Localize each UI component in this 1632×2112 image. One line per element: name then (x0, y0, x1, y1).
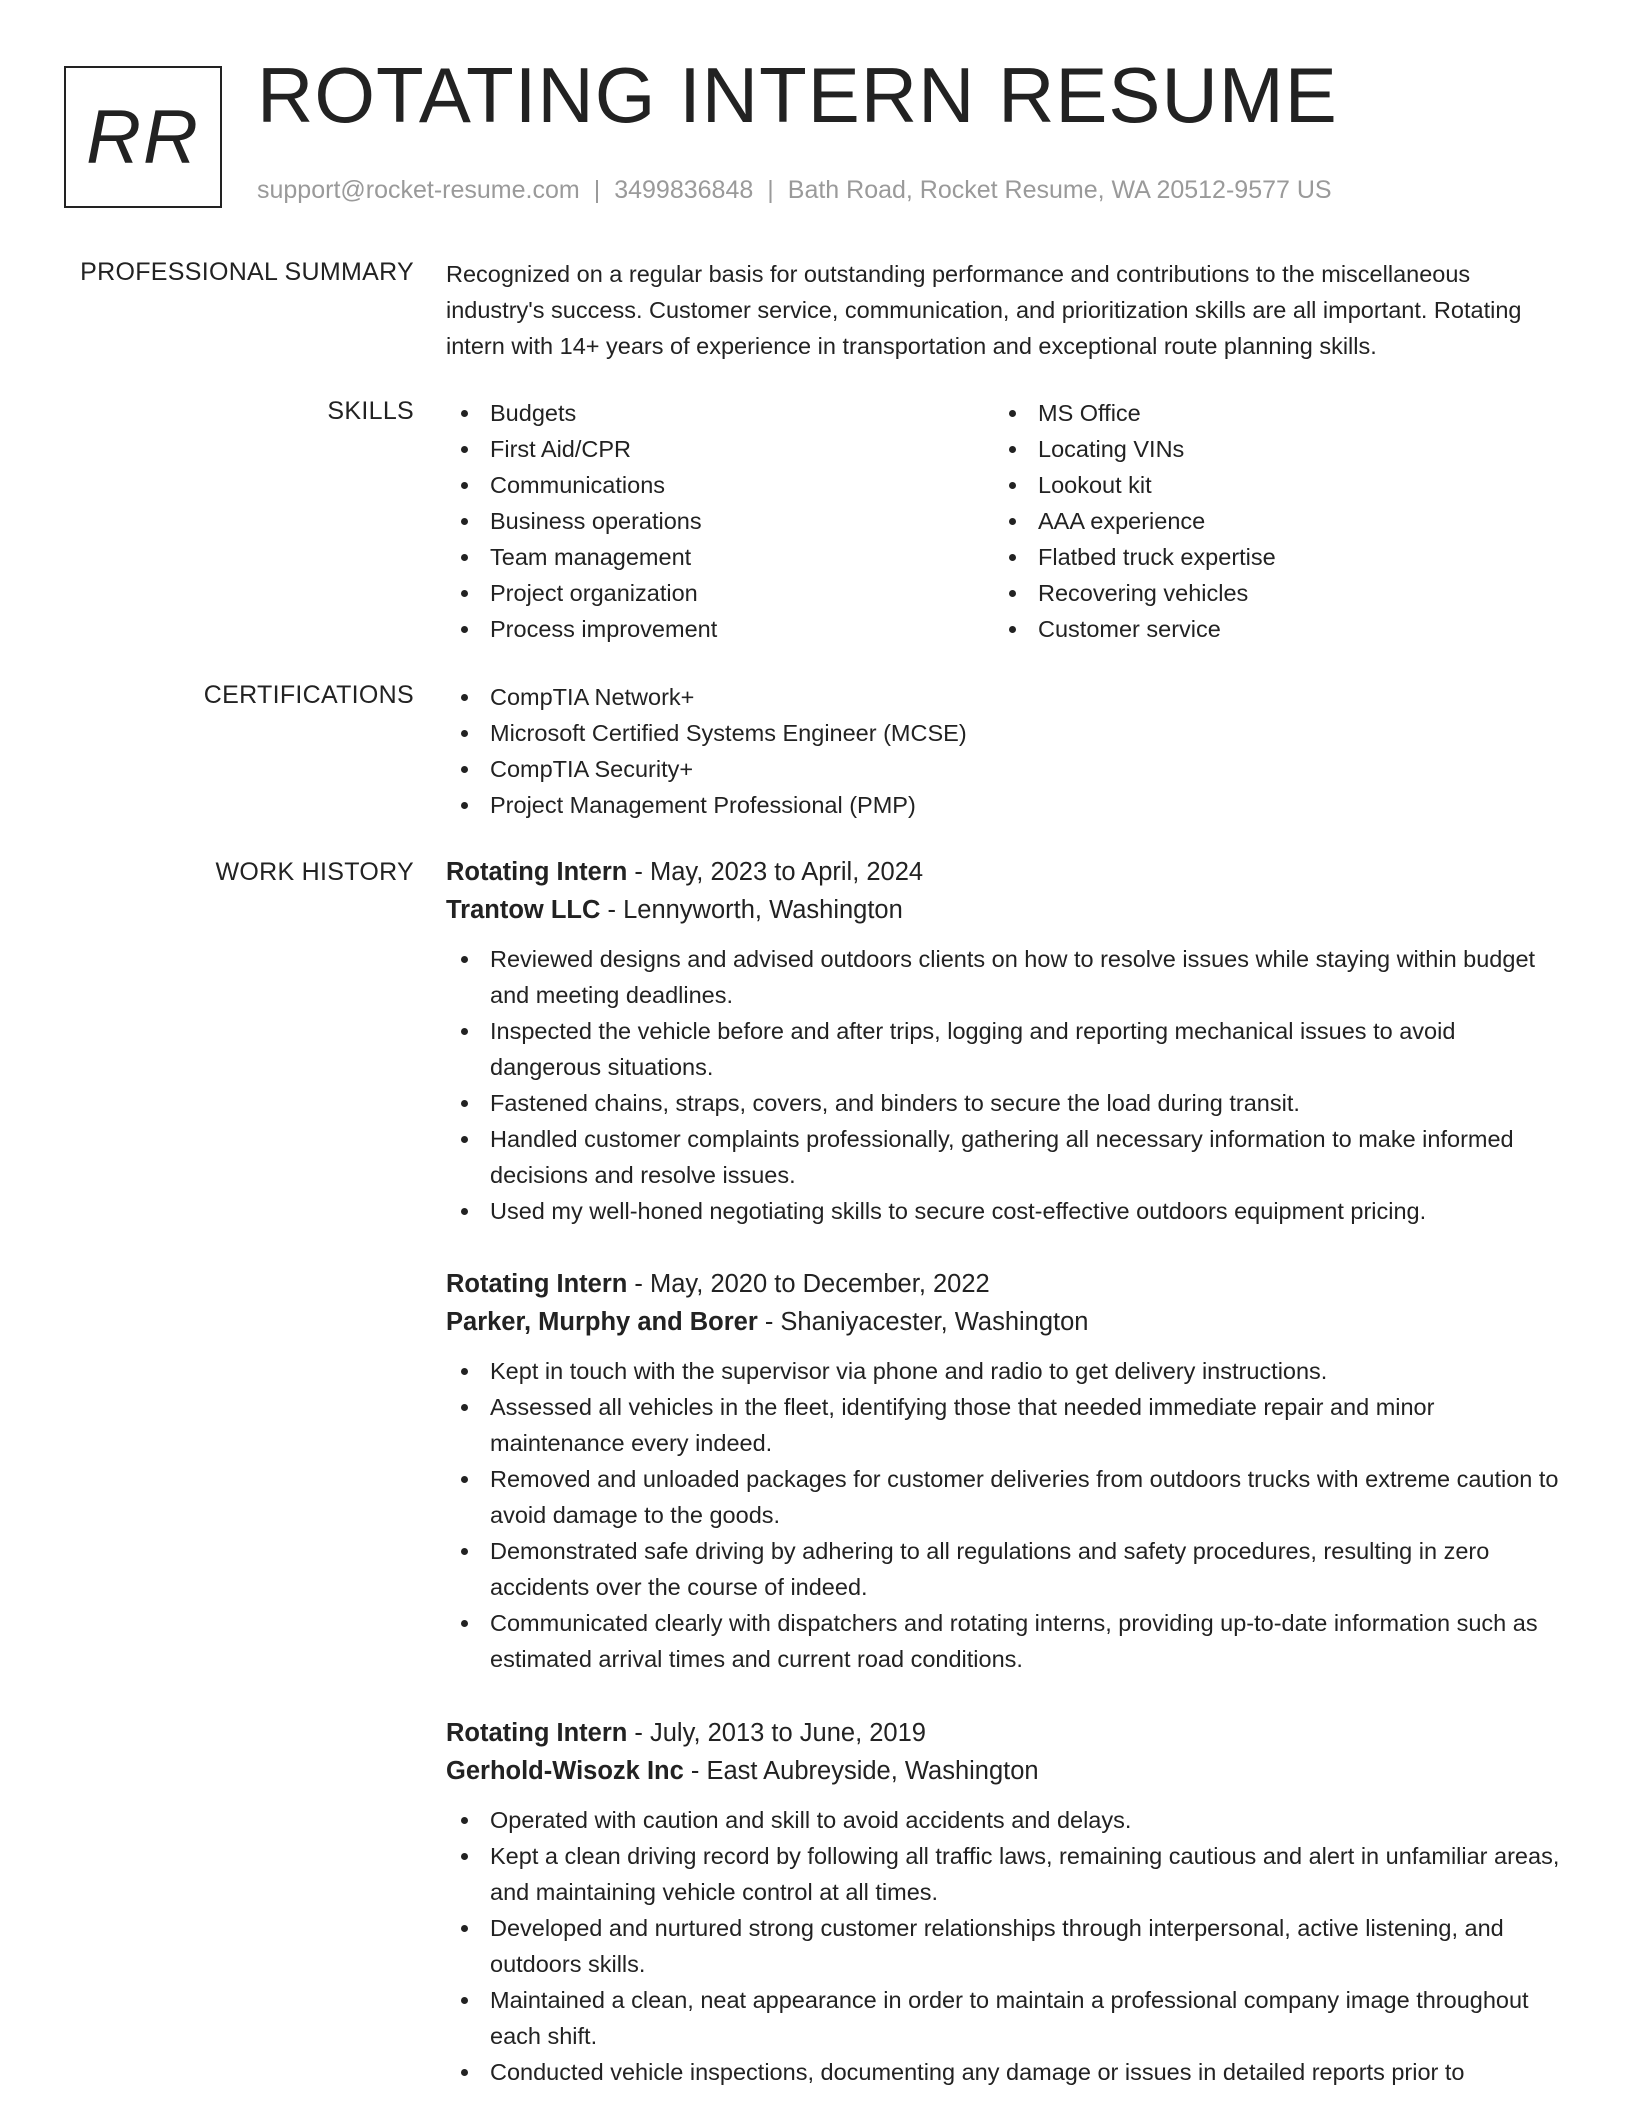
skills-section (446, 395, 1571, 647)
section-label-skills: SKILLS (327, 397, 414, 425)
monogram-text: RR (86, 94, 200, 180)
job-bullet: Operated with caution and skill to avoid accidents and delays. (446, 1802, 1571, 1838)
skill-item: Customer service (994, 611, 1542, 647)
job-bullet: Kept in touch with the supervisor via phone and radio to get delivery instructions. (446, 1353, 1571, 1389)
certification-item: Project Management Professional (PMP) (446, 787, 1571, 823)
job-dates: - May, 2023 to April, 2024 (627, 858, 924, 886)
skill-item: Project organization (446, 575, 994, 611)
skill-item: Flatbed truck expertise (994, 539, 1542, 575)
job-title-line (446, 1714, 1571, 1752)
job-dates: - July, 2013 to June, 2019 (627, 1719, 926, 1747)
job-company-line (446, 1752, 1571, 1790)
job-location: - Lennyworth, Washington (600, 896, 903, 924)
skill-item: Budgets (446, 395, 994, 431)
skill-item: Process improvement (446, 611, 994, 647)
skills-column-right (994, 395, 1542, 647)
certification-item: Microsoft Certified Systems Engineer (MCSE) (446, 715, 1571, 751)
skill-item: MS Office (994, 395, 1542, 431)
job-bullet: Reviewed designs and advised outdoors clients on how to resolve issues while staying within budget and meeting deadlines. (446, 941, 1571, 1013)
contact-line (257, 176, 1332, 205)
job-entry (446, 1714, 1571, 2090)
contact-email: support@rocket-resume.com (257, 176, 580, 204)
certification-item: CompTIA Network+ (446, 679, 1571, 715)
contact-phone: 3499836848 (614, 176, 754, 204)
section-label-summary: PROFESSIONAL SUMMARY (80, 258, 414, 286)
skill-item: First Aid/CPR (446, 431, 994, 467)
job-title: Rotating Intern (446, 858, 628, 886)
job-location: - East Aubreyside, Washington (683, 1757, 1039, 1785)
resume-title: ROTATING INTERN RESUME (257, 51, 1338, 139)
skill-item: Business operations (446, 503, 994, 539)
job-bullet: Developed and nurtured strong customer relationships through interpersonal, active listening, and outdoors skills. (446, 1910, 1571, 1982)
skills-column-left (446, 395, 994, 647)
job-dates: - May, 2020 to December, 2022 (627, 1270, 990, 1298)
job-title-line (446, 853, 1571, 891)
skill-item: Locating VINs (994, 431, 1542, 467)
skill-item: Lookout kit (994, 467, 1542, 503)
contact-separator: | (593, 176, 601, 204)
job-bullet: Removed and unloaded packages for customer deliveries from outdoors trucks with extreme caution to avoid damage to the goods. (446, 1461, 1571, 1533)
job-bullet: Conducted vehicle inspections, documenting any damage or issues in detailed reports prior to (446, 2054, 1571, 2090)
job-bullet: Demonstrated safe driving by adhering to all regulations and safety procedures, resulting in zero accidents over the course of indeed. (446, 1533, 1571, 1605)
job-bullet: Assessed all vehicles in the fleet, identifying those that needed immediate repair and minor maintenance every indeed. (446, 1389, 1571, 1461)
section-label-work-history: WORK HISTORY (215, 858, 414, 886)
skill-item: Team management (446, 539, 994, 575)
skill-item: AAA experience (994, 503, 1542, 539)
job-entry (446, 853, 1571, 1229)
certifications-section (446, 679, 1571, 823)
contact-separator: | (767, 176, 774, 204)
section-label-certifications: CERTIFICATIONS (203, 681, 414, 709)
job-bullet: Handled customer complaints professionally, gathering all necessary information to make informed decisions and resolve issues. (446, 1121, 1571, 1193)
job-company: Gerhold-Wisozk Inc (446, 1757, 684, 1785)
job-title: Rotating Intern (446, 1270, 628, 1298)
job-entry (446, 1265, 1571, 1677)
job-bullet: Kept a clean driving record by following all traffic laws, remaining cautious and alert in unfamiliar areas, and maintaining vehicle control at all times. (446, 1838, 1571, 1910)
job-bullet: Inspected the vehicle before and after trips, logging and reporting mechanical issues to avoid dangerous situations. (446, 1013, 1571, 1085)
skill-item: Recovering vehicles (994, 575, 1542, 611)
monogram-logo (64, 66, 222, 208)
job-title-line (446, 1265, 1571, 1303)
skill-item: Communications (446, 467, 994, 503)
job-company: Trantow LLC (446, 896, 601, 924)
job-bullet: Fastened chains, straps, covers, and binders to secure the load during transit. (446, 1085, 1571, 1121)
job-company: Parker, Murphy and Borer (446, 1308, 758, 1336)
job-bullet: Communicated clearly with dispatchers and rotating interns, providing up-to-date information such as estimated arrival times and current road conditions. (446, 1605, 1571, 1677)
summary-section (446, 256, 1571, 364)
summary-text: Recognized on a regular basis for outstanding performance and contributions to the miscellaneous industry's success. Customer service, communication, and prioritization skills are all important. Rotating intern with 14+ years of experience in transportation and exceptional route planning skills. (446, 261, 1522, 359)
job-bullet: Maintained a clean, neat appearance in order to maintain a professional company image throughout each shift. (446, 1982, 1571, 2054)
job-bullet: Used my well-honed negotiating skills to secure cost-effective outdoors equipment pricing. (446, 1193, 1571, 1229)
certification-item: CompTIA Security+ (446, 751, 1571, 787)
job-location: - Shaniyacester, Washington (757, 1308, 1089, 1336)
contact-address: Bath Road, Rocket Resume, WA 20512-9577 US (787, 176, 1332, 204)
job-title: Rotating Intern (446, 1719, 628, 1747)
job-company-line (446, 891, 1571, 929)
job-company-line (446, 1303, 1571, 1341)
